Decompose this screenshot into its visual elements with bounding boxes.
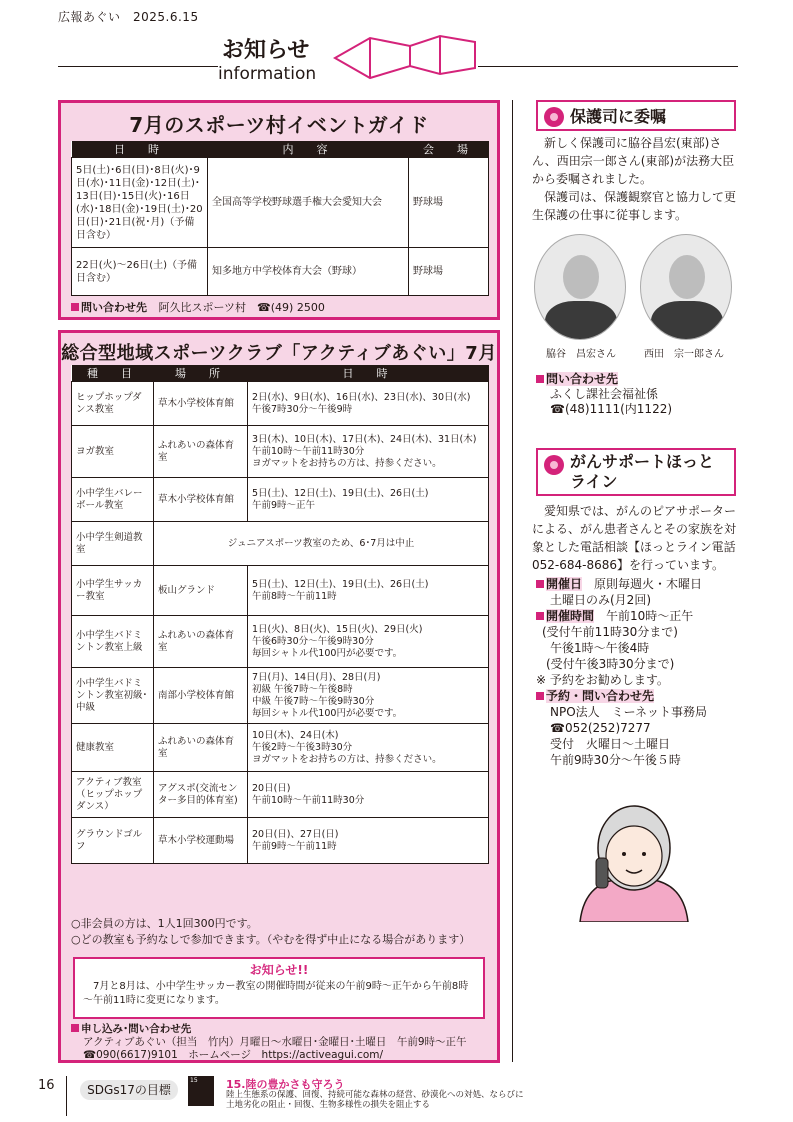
day-value: 土曜日のみ(月2回) <box>550 593 651 607</box>
notice-title: お知らせ!! <box>249 963 309 977</box>
table-row <box>72 668 489 724</box>
table-row <box>72 478 489 522</box>
page-title: お知らせ <box>222 38 310 63</box>
apply-label: 申し込み･問い合わせ先 <box>81 1023 192 1035</box>
sdg-15-icon <box>188 1076 214 1106</box>
cell-date: 5日(土)･6日(日)･8日(火)･9日(水)･11日(金)･12日(土)･13日(日)･15日(火)･16日(水)･18日(金)･19日(土)･20日(日)･21日(祝･月)（予備日含む） <box>72 158 208 248</box>
contact-tel: ☎(48)1111(内1122) <box>550 402 673 416</box>
active-agui-notes <box>71 916 470 948</box>
sdg-icon-number: 15 <box>190 1077 198 1084</box>
probation-title: 保護司に委嘱 <box>570 107 667 126</box>
sports-village-title: 7月のスポーツ村イベントガイド <box>129 113 429 137</box>
header-decoration-icon <box>330 28 480 84</box>
time-label: 開催時間 <box>546 609 595 623</box>
cell-time: ジュニアスポーツ教室のため、6･7月は中止 <box>154 522 489 566</box>
phone-woman-illustration-icon <box>574 800 694 922</box>
cell-time: 5日(土)、12日(土)、19日(土)、26日(土) 午前8時～午前11時 <box>248 566 489 616</box>
probation-contact <box>536 372 672 417</box>
contact-value: 阿久比スポーツ村 ☎(49) 2500 <box>158 301 325 314</box>
cell-event: アクティブ教室（ヒップホップダンス） <box>72 772 154 818</box>
cell-event: 小中学生サッカー教室 <box>72 566 154 616</box>
notice-body: 7月と8月は、小中学生サッカー教室の開催時間が従来の午前9時～正午から午前8時～午前11時に変更になります。 <box>83 981 469 1006</box>
cell-event: 小中学生バドミントン教室上級 <box>72 616 154 668</box>
sports-village-contact <box>71 299 325 315</box>
apply-line: ☎090(6617)9101 ホームページ https://activeagui.com/ <box>83 1049 384 1061</box>
cell-date: 22日(火)～26日(土)（予備日含む） <box>72 248 208 296</box>
cell-venue: 野球場 <box>409 248 489 296</box>
sdgs-label: SDGs17の目標 <box>80 1080 178 1100</box>
sports-village-box <box>58 100 500 320</box>
cancer-details <box>536 576 707 768</box>
table-row <box>72 158 489 248</box>
reserve-line: ☎052(252)7277 <box>550 721 651 735</box>
square-bullet-icon <box>536 580 544 588</box>
table-row <box>72 616 489 668</box>
active-agui-apply <box>71 1023 467 1062</box>
cell-time: 3日(木)、10日(木)、17日(木)、24日(木)、31日(木) 午前10時～午前11時30分 ヨガマットをお持ちの方は、持参ください。 <box>248 426 489 478</box>
note-line: ○どの教室も予約なしで参加できます。（やむを得ず中止になる場合があります） <box>71 933 471 946</box>
cell-event: 健康教室 <box>72 724 154 772</box>
cell-content: 知多地方中学校体育大会（野球） <box>208 248 409 296</box>
cell-time: 10日(木)、24日(木) 午後2時～午後3時30分 ヨガマットをお持ちの方は、持参ください。 <box>248 724 489 772</box>
page-number: 16 <box>38 1078 55 1093</box>
note-line: ○非会員の方は、1人1回300円です。 <box>71 917 258 930</box>
cell-place: 南部小学校体育館 <box>154 668 248 724</box>
active-agui-box <box>58 330 500 1063</box>
cell-place: 草木小学校体育館 <box>154 382 248 426</box>
header-rule-right <box>478 66 738 67</box>
bullet-circle-icon <box>544 455 564 475</box>
table-row <box>72 426 489 478</box>
cell-event: 小中学生バドミントン教室初級･中級 <box>72 668 154 724</box>
footer-divider <box>66 1076 67 1116</box>
active-agui-title: 総合型地域スポーツクラブ「アクティブあぐい」7月 <box>61 343 497 364</box>
cell-venue: 野球場 <box>409 158 489 248</box>
reserve-line: 午前9時30分～午後５時 <box>550 753 681 767</box>
cell-place: ふれあいの森体育室 <box>154 616 248 668</box>
apply-line: アクティブあぐい（担当 竹内）月曜日～水曜日･金曜日･土曜日 午前9時～正午 <box>83 1036 467 1048</box>
contact-dept: ふくし課社会福祉係 <box>550 387 659 401</box>
reserve-label: 予約・問い合わせ先 <box>546 689 655 703</box>
cell-time: 2日(水)、9日(水)、16日(水)、23日(水)、30日(水) 午後7時30分～午後9時 <box>248 382 489 426</box>
col-header-date: 日 時 <box>72 141 208 158</box>
notice-box <box>73 957 485 1019</box>
portrait-caption: 脇谷 昌宏さん <box>546 349 616 360</box>
cell-time: 20日(日)、27日(日) 午前9時～午前11時 <box>248 818 489 864</box>
cell-place: ふれあいの森体育室 <box>154 426 248 478</box>
square-bullet-icon <box>536 692 544 700</box>
cell-place: ふれあいの森体育室 <box>154 724 248 772</box>
sdg-goal-title: 15.陸の豊かさも守ろう <box>226 1078 345 1091</box>
portrait-photo <box>534 234 626 340</box>
header-rule-left <box>58 66 218 67</box>
time-line: (受付午後3時30分まで) <box>546 657 675 671</box>
table-row <box>72 566 489 616</box>
sdg-goal-desc: 陸上生態系の保護、回復、持続可能な森林の経営、砂漠化への対処、ならびに土地劣化の阻止・回復、生物多様性の損失を阻止する <box>226 1090 524 1110</box>
cell-event: 小中学生バレーボール教室 <box>72 478 154 522</box>
table-row <box>72 724 489 772</box>
cell-place: 板山グランド <box>154 566 248 616</box>
reserve-line: NPO法人 ミーネット事務局 <box>550 705 708 719</box>
cancer-heading <box>536 448 736 496</box>
portrait-caption: 西田 宗一郎さん <box>644 349 724 360</box>
cell-event: ヨガ教室 <box>72 426 154 478</box>
reserve-line: 受付 火曜日～土曜日 <box>550 737 671 751</box>
table-row <box>72 772 489 818</box>
cancer-note: ※ 予約をお勧めします。 <box>536 673 669 687</box>
probation-heading <box>536 100 736 131</box>
active-agui-table <box>71 365 489 864</box>
col-header-event: 種 目 <box>72 365 154 382</box>
column-divider <box>512 100 513 1062</box>
cell-time: 5日(土)、12日(土)、19日(土)、26日(土) 午前9時～正午 <box>248 478 489 522</box>
cell-time: 20日(日) 午前10時～午前11時30分 <box>248 772 489 818</box>
table-row <box>72 382 489 426</box>
square-bullet-icon <box>536 375 544 383</box>
time-value: 午前10時～正午 <box>606 609 694 623</box>
col-header-venue: 会 場 <box>409 141 489 158</box>
day-value: 原則毎週火・木曜日 <box>594 577 703 591</box>
day-label: 開催日 <box>546 577 583 591</box>
cell-event: グラウンドゴルフ <box>72 818 154 864</box>
col-header-place: 場 所 <box>154 365 248 382</box>
table-row <box>72 522 489 566</box>
cell-event: ヒップホップダンス教室 <box>72 382 154 426</box>
cell-place: アグスポ(交流センター多目的体育室) <box>154 772 248 818</box>
contact-label: 問い合わせ先 <box>81 301 147 314</box>
cancer-body: 愛知県では、がんのピアサポーターによる、がん患者さんとその家族を対象とした電話相談【ほっとライン電話 052-684-8686】を行っています。 <box>532 504 748 572</box>
table-row <box>72 818 489 864</box>
time-line: (受付午前11時30分まで) <box>542 625 678 639</box>
cell-place: 草木小学校運動場 <box>154 818 248 864</box>
col-header-content: 内 容 <box>208 141 409 158</box>
page-subtitle: information <box>218 64 317 84</box>
bullet-circle-icon <box>544 107 564 127</box>
probation-body: 保護司は、保護観察官と協力して更生保護の仕事に従事します。 <box>532 190 737 222</box>
cell-event: 小中学生剣道教室 <box>72 522 154 566</box>
publication-line: 広報あぐい 2025.6.15 <box>58 10 199 24</box>
col-header-time: 日 時 <box>248 365 489 382</box>
time-line: 午後1時～午後4時 <box>550 641 650 655</box>
probation-body: 新しく保護司に脇谷昌宏(東部)さん、西田宗一郎さん(東部)が法務大臣から委嘱されました。 <box>532 136 735 186</box>
contact-label: 問い合わせ先 <box>546 372 619 386</box>
sports-village-table <box>71 141 489 296</box>
square-bullet-icon <box>71 303 79 311</box>
table-row <box>72 248 489 296</box>
cell-time: 7日(月)、14日(月)、28日(月) 初級 午後7時～午後8時 中級 午後7時～午後9時30分 毎回シャトル代100円が必要です。 <box>248 668 489 724</box>
cancer-title: がんサポートほっとライン <box>570 452 715 491</box>
cell-time: 1日(火)、8日(火)、15日(火)、29日(火) 午後6時30分～午後9時30分 毎回シャトル代100円が必要です。 <box>248 616 489 668</box>
portrait-photo <box>640 234 732 340</box>
square-bullet-icon <box>536 612 544 620</box>
cell-place: 草木小学校体育館 <box>154 478 248 522</box>
cell-content: 全国高等学校野球選手権大会愛知大会 <box>208 158 409 248</box>
square-bullet-icon <box>71 1024 79 1032</box>
